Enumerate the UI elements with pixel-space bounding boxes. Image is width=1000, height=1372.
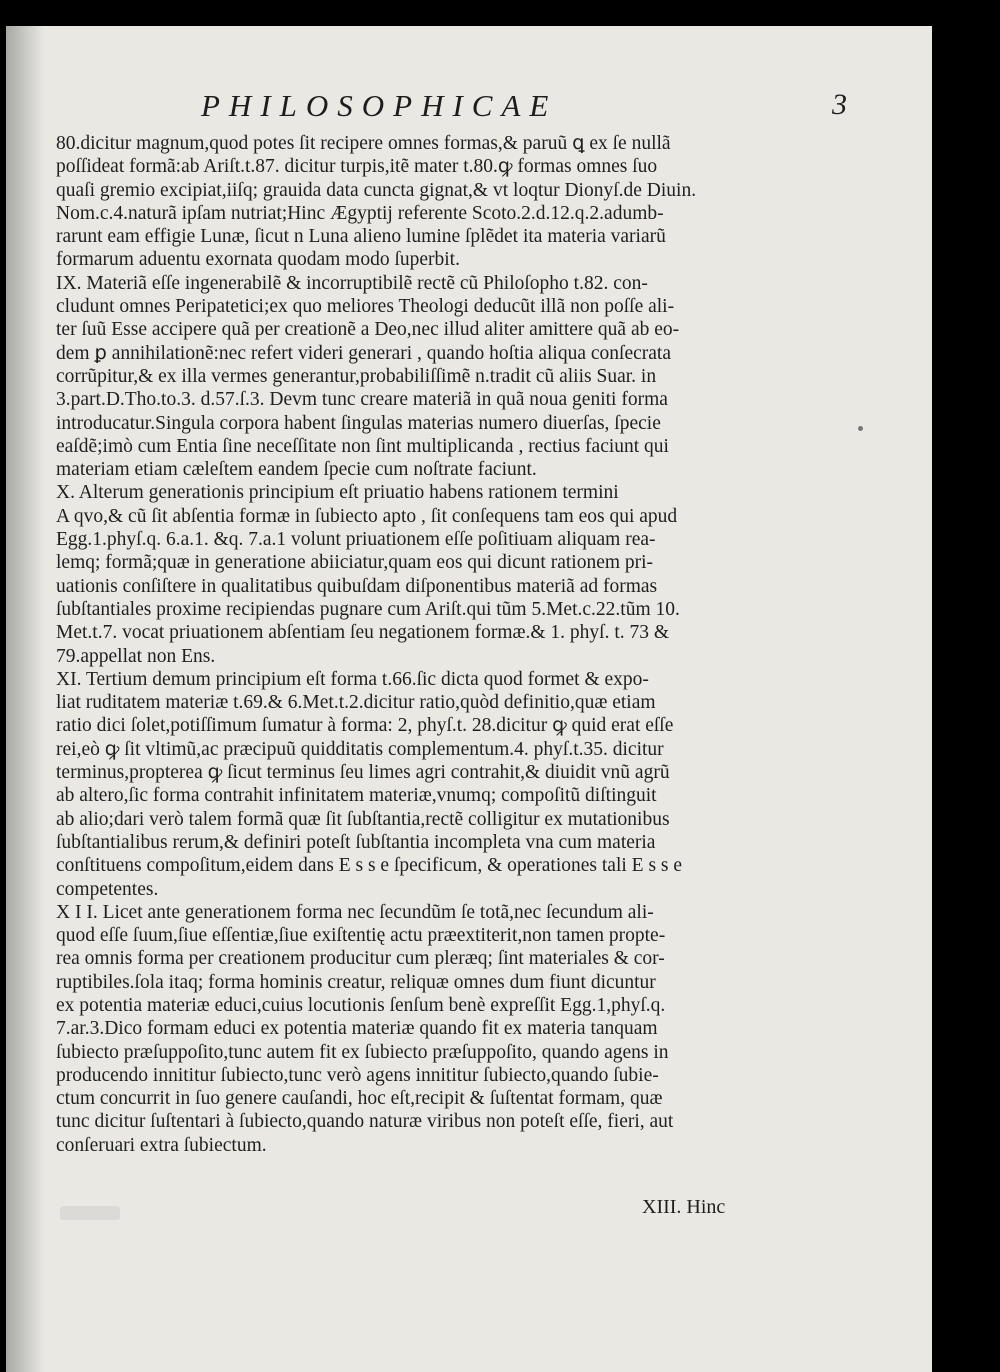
text-line: quaſi gremio excipiat,iiſq; grauida data cuncta gignat,& vt loqtur Dionyſ.de Diuin. xyxy=(56,179,697,201)
text-line: 80.dicitur magnum,quod potes ſit recipere omnes formas,& paruũ ꝗ ex ſe nullã xyxy=(56,133,671,154)
text-line: eaſdẽ;imò cum Entia ſine neceſſitate non ſint multiplicanda , rectius faciunt qui xyxy=(56,435,669,457)
book-page xyxy=(6,26,932,1372)
text-line: conſtituens compoſitum,eidem dans E s s e ſpecificum, & operationes tali E s s e xyxy=(56,855,683,877)
text-line: ſubiecto præſuppoſito,tunc autem fit ex ſubiecto præſuppoſito, quando agens in xyxy=(56,1041,669,1063)
text-line: rei,eò ꝙ ſit vltimũ,ac præcipuũ quidditatis complementum.4. phyſ.t.35. dicitur xyxy=(56,738,664,760)
text-line: 7.ar.3.Dico formam educi ex potentia materiæ quando fit ex materia tanquam xyxy=(56,1018,658,1040)
text-line: Met.t.7. vocat priuationem abſentiam ſeu negationem formæ.& 1. phyſ. t. 73 & xyxy=(56,622,670,644)
section-xii-start: X I I. Licet ante generationem forma nec ſecundũm ſe totã,nec ſecundum ali- xyxy=(56,901,654,923)
text-line: ex potentia materiæ educi,cuius locutionis ſenſum benè expreſſit Egg.1,phyſ.q. xyxy=(56,994,666,1016)
section-ix-start: IX. Materiã eſſe ingenerabilẽ & incorruptibilẽ rectẽ cũ Philoſopho t.82. con- xyxy=(56,272,648,294)
text-line: formarum aduentu exornata quodam modo ſuperbit. xyxy=(56,249,460,271)
text-line: Egg.1.phyſ.q. 6.a.1. &q. 7.a.1 volunt priuationem eſſe poſitiuam aliquam rea- xyxy=(56,529,656,551)
text-line: cludunt omnes Peripatetici;ex quo meliores Theologi deducũt illã non poſſe ali- xyxy=(56,296,675,318)
text-line: ab altero,ſic forma contrahit infinitatem materiæ,vnumq; compoſitũ diſtinguit xyxy=(56,785,657,807)
faint-bleed-through xyxy=(60,1206,120,1220)
running-title: PHILOSOPHICAE xyxy=(201,88,558,123)
text-line: poſſideat formã:ab Ariſt.t.87. dicitur turpis,itẽ mater t.80.ꝙ formas omnes ſuo xyxy=(56,156,658,178)
text-line: competentes. xyxy=(56,878,159,900)
section-x-start: X. Alterum generationis principium eſt priuatio habens rationem termini xyxy=(56,482,619,504)
section-xi-start: XI. Tertium demum principium eſt forma t.66.ſic dicta quod formet & expo- xyxy=(56,668,649,690)
text-line: introducatur.Singula corpora habent ſingulas materias numero diuerſas, ſpecie xyxy=(56,412,661,434)
text-line: conſeruari extra ſubiectum. xyxy=(56,1134,267,1156)
text-line: ctum concurrit in ſuo genere cauſandi, hoc eſt,recipit & ſuſtentat formam, quæ xyxy=(56,1088,663,1110)
text-line: ab alio;dari verò talem formã quæ ſit ſubſtantia,rectẽ colligitur ex mutationibus xyxy=(56,808,670,830)
text-line: 3.part.D.Tho.to.3. d.57.ſ.3. Devm tunc creare materiã in quã noua geniti forma xyxy=(56,389,668,411)
text-line: rarunt eam effigie Lunæ, ſicut n Luna alieno lumine ſplẽdet ita materia variarũ xyxy=(56,226,666,248)
text-line: ſubſtantialibus rerum,& definiri poteſt ſubſtantia incompleta vna cum materia xyxy=(56,831,656,853)
text-line: rea omnis forma per creationem producitur cum pleræq; ſint materiales & cor- xyxy=(56,948,665,970)
text-line: quod eſſe ſuum,ſiue eſſentiæ,ſiue exiſtentię actu præextiterit,non tamen propte- xyxy=(56,925,666,947)
text-line: liat ruditatem materiæ t.69.& 6.Met.t.2.dicitur ratio,quòd definitio,quæ etiam xyxy=(56,692,656,714)
body-text xyxy=(56,132,846,1157)
ink-smudge xyxy=(858,426,863,431)
text-line: corrũpitur,& ex illa vermes generantur,probabiliſſimẽ n.tradit cũ aliis Suar. in xyxy=(56,365,657,387)
text-line: materiam etiam cæleſtem eandem ſpecie cum noſtrate faciunt. xyxy=(56,459,537,481)
gutter-shadow xyxy=(6,26,44,1372)
text-line: A qvo,& cũ ſit abſentia formæ in ſubiecto apto , ſit conſequens tam eos qui apud xyxy=(56,505,678,527)
page-number: 3 xyxy=(832,88,847,121)
text-line: producendo innititur ſubiecto,tunc verò agens innititur ſubiecto,quando ſubie- xyxy=(56,1064,659,1086)
text-line: terminus,propterea ꝙ ſicut terminus ſeu limes agri contrahit,& diuidit vnũ agrũ xyxy=(56,762,670,784)
text-line: uationis conſiſtere in qualitatibus quibuſdam diſponentibus materiã ad formas xyxy=(56,575,658,597)
text-line: lemq; formã;quæ in generatione abiiciatur,quam eos qui dicunt rationem pri- xyxy=(56,552,654,574)
text-line: 79.appellat non Ens. xyxy=(56,645,216,667)
text-line: ruptibiles.ſola itaq; forma hominis creatur, reliquæ omnes dum fiunt dicuntur xyxy=(56,971,656,993)
catchword: XIII. Hinc xyxy=(642,1196,726,1218)
text-line: ter ſuũ Esse accipere quã per creationẽ a Deo,nec illud aliter amittere quã ab eo- xyxy=(56,319,680,341)
text-line: tunc dicitur ſuſtentari à ſubiecto,quando naturæ viribus non poteſt eſſe, fieri, aut xyxy=(56,1111,674,1133)
text-line: Nom.c.4.naturã ipſam nutriat;Hinc Ægyptij referente Scoto.2.d.12.q.2.adumb- xyxy=(56,202,664,224)
text-line: dem ꝑ annihilationẽ:nec refert videri generari , quando hoſtia aliqua conſecrata xyxy=(56,342,671,364)
text-line: ratio dici ſolet,potiſſimum ſumatur à forma: 2, phyſ.t. 28.dicitur ꝙ quid erat eſſe xyxy=(56,715,674,737)
text-line: ſubſtantiales proxime recipiendas pugnare cum Ariſt.qui tũm 5.Met.c.22.tũm 10. xyxy=(56,598,680,620)
